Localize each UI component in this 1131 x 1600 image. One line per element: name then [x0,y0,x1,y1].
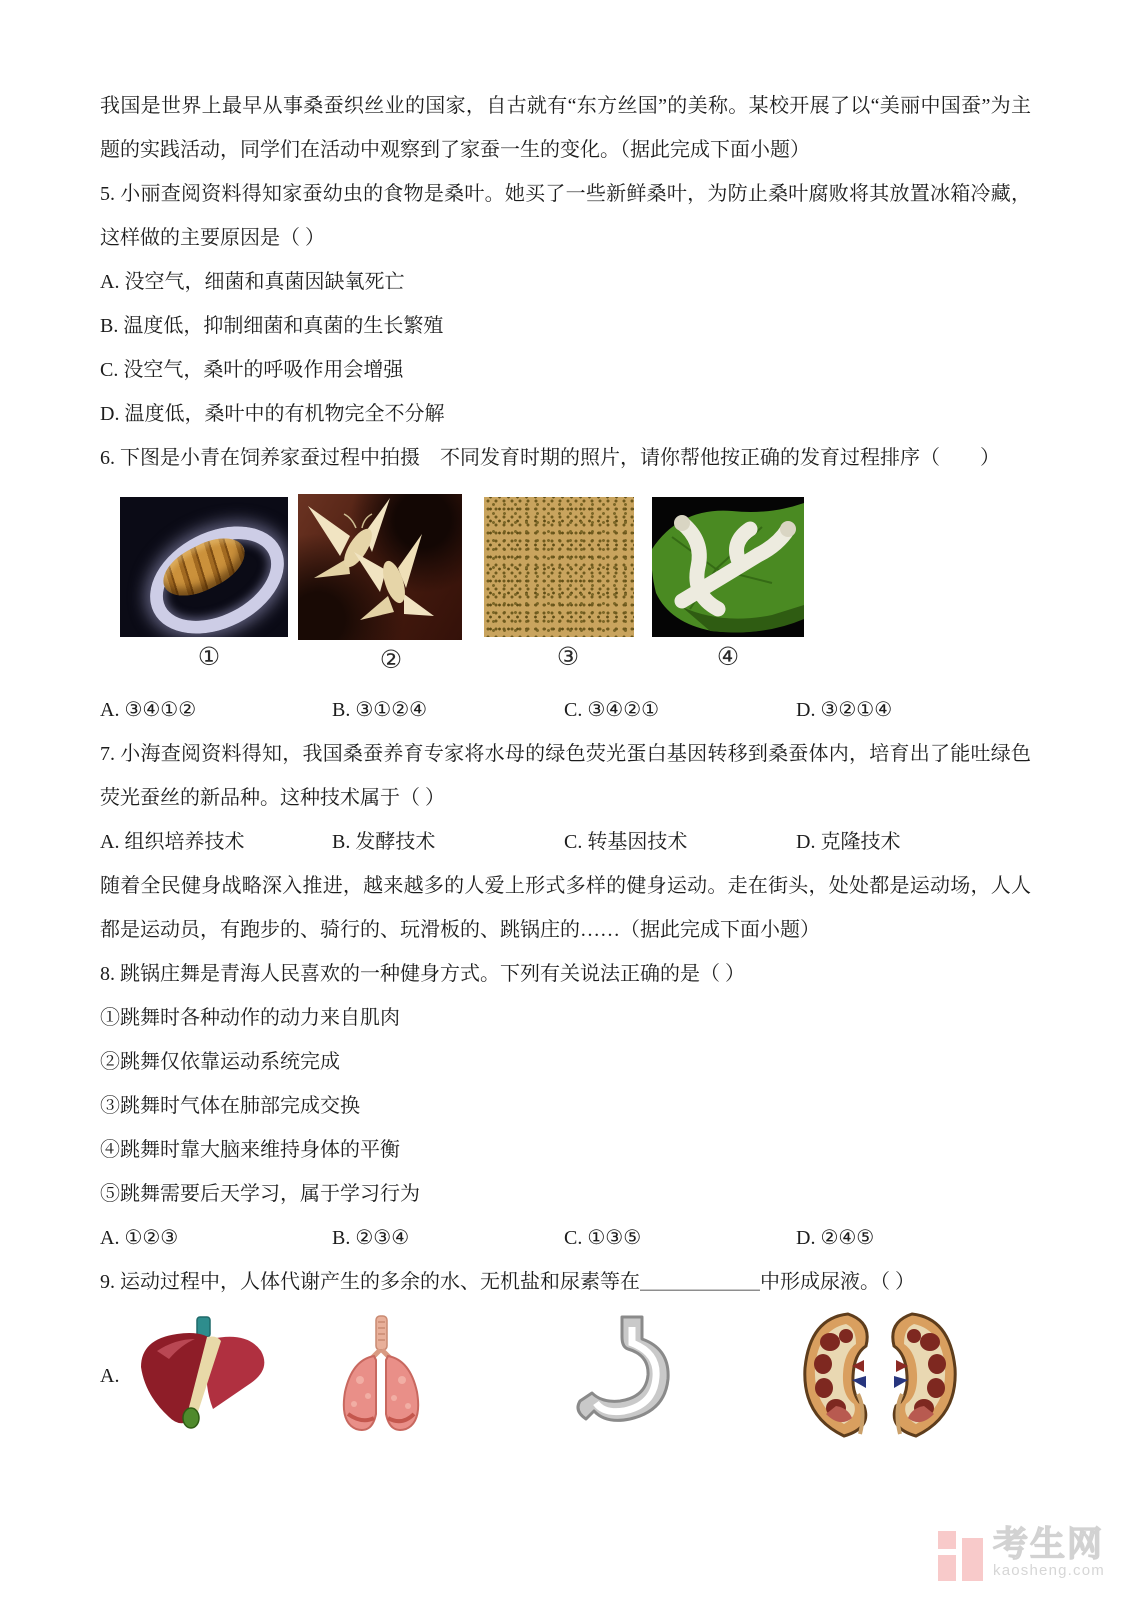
q6-option-a: A. ③④①② [100,699,197,721]
q7-stem: 7. 小海查阅资料得知，我国桑蚕养育专家将水母的绿色荧光蛋白基因转移到桑蚕体内，培育出了能吐绿色荧光蚕丝的新品种。这种技术属于（ ） [100,743,1031,809]
q6-option-c: C. ③④②① [564,699,660,721]
q5-option-b: B. 温度低，抑制细菌和真菌的生长繁殖 [100,315,444,337]
q8-stem: 8. 跳锅庄舞是青海人民喜欢的一种健身方式。下列有关说法正确的是（ ） [100,963,745,985]
q6-figure-row [120,494,1031,680]
passage-fitness: 随着全民健身战略深入推进，越来越多的人爱上形式多样的健身运动。走在街头，处处都是运动场，人人都是运动员，有跑步的、骑行的、玩滑板的、跳锅庄的……（据此完成下面小题） [100,875,1031,941]
lungs-icon [332,1314,430,1438]
stomach-icon [564,1313,682,1439]
q8-item-4: ④跳舞时靠大脑来维持身体的平衡 [100,1139,400,1161]
watermark-site-name: 考生网 [993,1525,1105,1564]
larvae-drawing [652,497,804,637]
q9-option-a-label: A. [100,1365,120,1387]
q8-option-b: B. ②③④ [332,1227,410,1249]
q7-option-c: C. 转基因技术 [564,831,688,853]
q8-item-2: ②跳舞仅依靠运动系统完成 [100,1051,340,1073]
passage-silkworm: 我国是世界上最早从事桑蚕织丝业的国家，自古就有“东方丝国”的美称。某校开展了以“美丽中国蚕”为主题的实践活动，同学们在活动中观察到了家蚕一生的变化。（据此完成下面小题） [100,95,1031,161]
q9-option-c [564,1313,796,1439]
q6-option-b: B. ③①②④ [332,699,428,721]
q9-option-a [100,1315,332,1437]
q8-item-1: ①跳舞时各种动作的动力来自肌肉 [100,1007,400,1029]
figure-caption-2: ② [379,645,403,674]
figure-larvae [652,497,804,677]
exam-content [100,84,1031,1442]
q8-option-d: D. ②④⑤ [796,1227,875,1249]
watermark-text [993,1526,1105,1579]
q5-option-d: D. 温度低，桑叶中的有机物完全不分解 [100,403,445,425]
q8-item-3: ③跳舞时气体在肺部完成交换 [100,1095,360,1117]
silkworm-moths-image [298,494,462,640]
q5-option-a: A. 没空气，细菌和真菌因缺氧死亡 [100,271,405,293]
figure-caption-3: ③ [556,642,580,671]
q7-options [100,820,1031,864]
q5-stem: 5. 小丽查阅资料得知家蚕幼虫的食物是桑叶。她买了一些新鲜桑叶，为防止桑叶腐败将其放置冰箱冷藏，这样做的主要原因是（ ） [100,183,1031,249]
q9-options-row [100,1310,1031,1442]
watermark-site-url: kaosheng.com [993,1562,1105,1579]
kaosheng-watermark [938,1526,1105,1581]
figure-moths [298,494,484,680]
q9-option-d [796,1310,1031,1442]
q8-item-5: ⑤跳舞需要后天学习，属于学习行为 [100,1183,420,1205]
q6-options [100,688,1031,732]
liver-icon [131,1315,273,1437]
silkworm-eggs-image [484,497,634,637]
q5-option-c: C. 没空气，桑叶的呼吸作用会增强 [100,359,404,381]
kidneys-icon [796,1310,964,1442]
figure-pupa [120,497,298,677]
figure-eggs [484,497,652,677]
moths-drawing [298,494,462,640]
kaosheng-logo-icon [938,1531,984,1581]
silkworm-pupa-image [120,497,288,637]
q8-option-a: A. ①②③ [100,1227,179,1249]
q7-option-d: D. 克隆技术 [796,831,901,853]
q6-stem: 6. 下图是小青在饲养家蚕过程中拍摄 不同发育时期的照片，请你帮他按正确的发育过程排序（ ） [100,447,1000,469]
q8-options [100,1216,1031,1260]
silkworm-larvae-image [652,497,804,637]
q9-stem: 9. 运动过程中，人体代谢产生的多余的水、无机盐和尿素等在＿＿＿＿＿＿中形成尿液。（ ） [100,1271,915,1293]
figure-caption-4: ④ [716,642,740,671]
q6-option-d: D. ③②①④ [796,699,893,721]
q7-option-b: B. 发酵技术 [332,831,436,853]
q8-option-c: C. ①③⑤ [564,1227,642,1249]
figure-caption-1: ① [197,642,221,671]
q7-option-a: A. 组织培养技术 [100,831,245,853]
q9-option-b [332,1314,564,1438]
